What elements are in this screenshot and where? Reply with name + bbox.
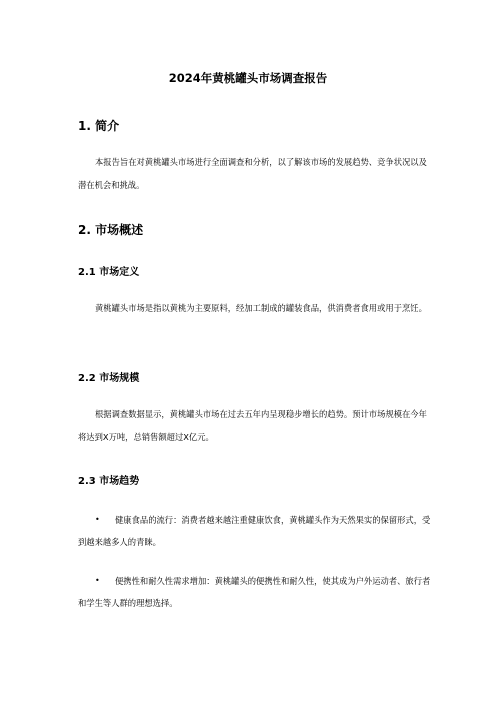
- bullet-icon: •: [95, 515, 100, 524]
- section-heading-introduction: 1. 简介: [78, 119, 120, 133]
- document-title: 2024年黄桃罐头市场调查报告: [168, 71, 328, 85]
- bullet-icon: •: [95, 576, 100, 585]
- list-item: [78, 570, 434, 614]
- subsection-heading-market-definition: 2.1 市场定义: [78, 267, 140, 278]
- market-definition-paragraph: 黄桃罐头市场是指以黄桃为主要原料，经加工制成的罐装食品，供消费者食用或用于烹饪。: [95, 303, 427, 313]
- section-heading-market-overview: 2. 市场概述: [78, 223, 144, 237]
- subsection-heading-market-size: 2.2 市场规模: [78, 373, 140, 384]
- list-item: [78, 509, 434, 553]
- subsection-heading-market-trends: 2.3 市场趋势: [78, 476, 140, 487]
- introduction-paragraph: 本报告旨在对黄桃罐头市场进行全面调查和分析，以了解该市场的发展趋势、竞争状况以及潜在机会和挑战。: [78, 157, 427, 190]
- market-size-paragraph: 根据调查数据显示，黄桃罐头市场在过去五年内呈现稳步增长的趋势。预计市场规模在今年将达到X万吨，总销售额超过X亿元。: [78, 409, 427, 442]
- bullet-text: 健康食品的流行：消费者越来越注重健康饮食，黄桃罐头作为天然果实的保留形式，受到越来越多人的青睐。: [78, 515, 431, 547]
- bullet-text: 便携性和耐久性需求增加：黄桃罐头的便携性和耐久性，使其成为户外运动者、旅行者和学生等人群的理想选择。: [78, 576, 431, 608]
